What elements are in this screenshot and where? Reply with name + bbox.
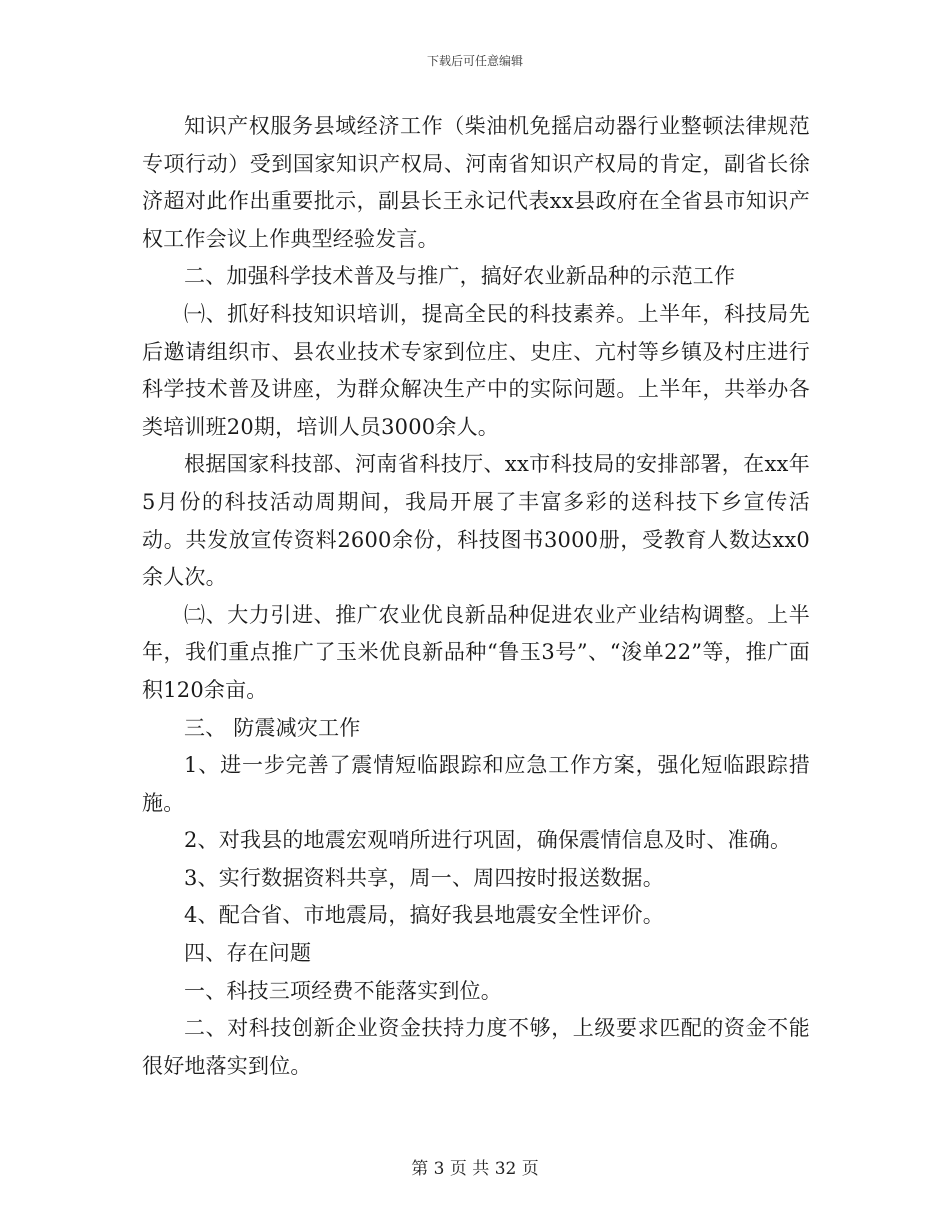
paragraph: 知识产权服务县域经济工作（柴油机免摇启动器行业整顿法律规范专项行动）受到国家知识产权局、河南省知识产权局的肯定，副省长徐济超对此作出重要批示，副县长王永记代表xx县政府在全省县市知识产权工作会议上作典型经验发言。 [142, 114, 810, 251]
paragraph: ㈡、大力引进、推广农业优良新品种促进农业产业结构调整。上半年，我们重点推广了玉米优良新品种“鲁玉3号”、“浚单22”等，推广面积120余亩。 [142, 602, 810, 702]
paragraph: 根据国家科技部、河南省科技厅、xx市科技局的安排部署，在xx年5月份的科技活动周期间，我局开展了丰富多彩的送科技下乡宣传活动。共发放宣传资料2600余份，科技图书3000册，受教育人数达xx0余人次。 [142, 452, 810, 590]
section-heading: 二、加强科学技术普及与推广，搞好农业新品种的示范工作 [184, 264, 736, 289]
page-number-footer: 第 3 页 共 32 页 [411, 1159, 539, 1179]
list-item: 3、实行数据资料共享，周一、周四按时报送数据。 [184, 865, 664, 890]
page-header-note: 下载后可任意编辑 [426, 54, 523, 68]
list-item: 1、进一步完善了震情短临跟踪和应急工作方案，强化短临跟踪措施。 [142, 753, 810, 815]
list-item: 2、对我县的地震宏观哨所进行巩固，确保震情信息及时、准确。 [184, 828, 792, 853]
section-heading: 四、存在问题 [184, 941, 312, 966]
document-body [142, 108, 810, 1085]
list-item: 4、配合省、市地震局，搞好我县地震安全性评价。 [184, 903, 664, 928]
section-heading: 三、 防震减灾工作 [184, 715, 361, 740]
paragraph: ㈠、抓好科技知识培训，提高全民的科技素养。上半年，科技局先后邀请组织市、县农业技术专家到位庄、史庄、亢村等乡镇及村庄进行科学技术普及讲座，为群众解决生产中的实际问题。上半年，共举办各类培训班20期，培训人员3000余人。 [142, 301, 810, 439]
list-item: 一、科技三项经费不能落实到位。 [184, 978, 502, 1003]
list-item: 二、对科技创新企业资金扶持力度不够，上级要求匹配的资金不能很好地落实到位。 [142, 1016, 810, 1078]
